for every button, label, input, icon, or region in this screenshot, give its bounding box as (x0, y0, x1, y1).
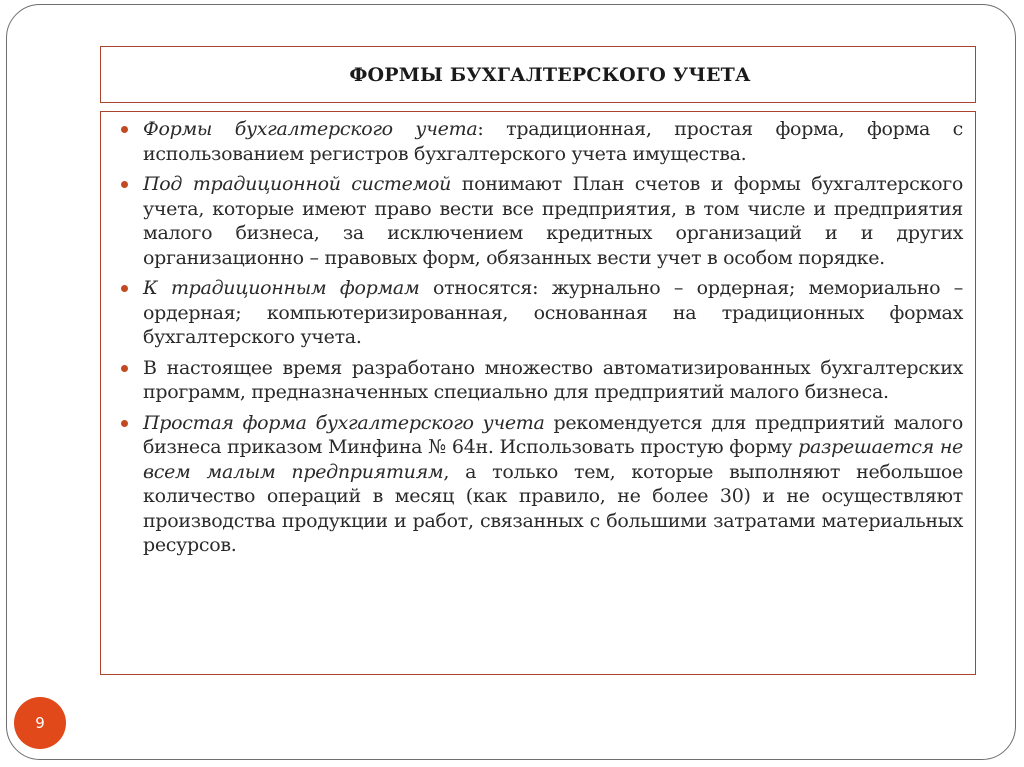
bullet-dot-icon (121, 126, 128, 133)
slide-title: ФОРМЫ БУХГАЛТЕРСКОГО УЧЕТА (349, 63, 751, 86)
bullet-5-text: рекомендуется для предприятий малого бизнеса приказом Минфина № 64н. Использовать простую форму (143, 411, 963, 458)
bullet-2-text: понимают План счетов и формы бухгалтерского учета, которые имеют право вести все предприятия, в том числе и предприятия малого бизнеса, за исключением кредитных организаций и и других организационно – правовых форм, обязанных вести учет в особом порядке. (143, 173, 964, 269)
bullet-item-1 (121, 117, 963, 166)
bullet-1-italic: Формы бухгалтерского учета (143, 118, 478, 140)
bullet-1-text: : традиционная, простая форма, форма с использованием регистров бухгалтерского учета имущества. (143, 118, 964, 165)
bullet-5-text-2: , а только тем, которые выполняют небольшое количество операций в месяц (как правило, не более 30) и не осуществляют производства продукции и работ, связанных с большими затратами материальных ресурсов. (143, 460, 963, 556)
bullet-3-text: относятся: журнально – ордерная; мемориально – ордерная; компьютеризированная, основанная на традиционных формах бухгалтерского учета. (143, 277, 963, 348)
title-box (100, 46, 976, 103)
bullet-dot-icon (121, 285, 128, 292)
bullet-dot-icon (121, 181, 128, 188)
bullet-item-2 (121, 172, 963, 270)
bullet-dot-icon (121, 365, 128, 372)
bullet-2-italic: Под традиционной системой (143, 173, 452, 195)
bullet-item-5 (121, 411, 963, 558)
bullet-item-3 (121, 276, 963, 350)
bullet-3-italic: К традиционным формам (143, 277, 420, 299)
bullet-4-text: В настоящее время разработано множество автоматизированных бухгалтерских программ, предназначенных специально для предприятий малого бизнеса. (143, 356, 963, 403)
content-box (100, 111, 976, 675)
bullet-item-4 (121, 356, 963, 405)
page-number-badge: 9 (14, 697, 66, 749)
bullet-5-italic-2: разрешается не всем малым предприятиям (143, 436, 963, 483)
bullet-5-italic: Простая форма бухгалтерского учета (143, 411, 545, 434)
bullet-dot-icon (121, 420, 128, 427)
bullet-list (121, 117, 963, 558)
